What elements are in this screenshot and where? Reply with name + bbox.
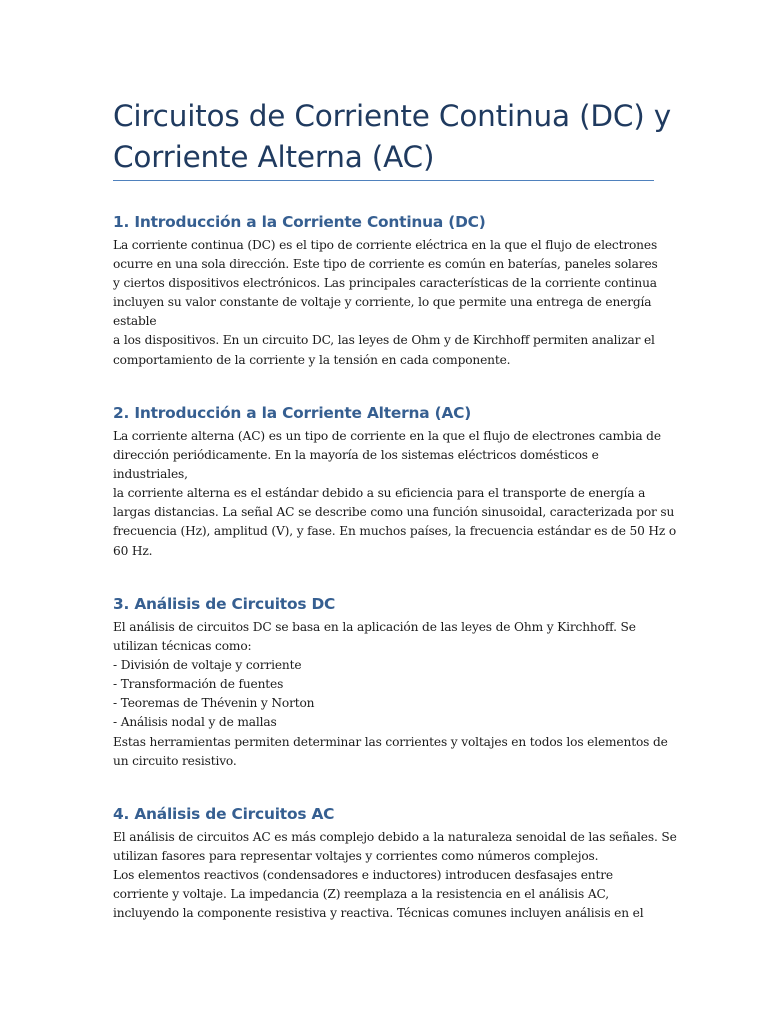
paragraph-line: industriales, xyxy=(113,467,188,482)
paragraph-line: El análisis de circuitos DC se basa en la aplicación de las leyes de Ohm y Kirchhoff. Se xyxy=(113,620,636,634)
paragraph-line: incluyen su valor constante de voltaje y corriente, lo que permite una entrega de energía xyxy=(113,295,652,310)
paragraph-line: la corriente alterna es el estándar debido a su eficiencia para el transporte de energía a xyxy=(113,486,646,501)
section-paragraph xyxy=(113,828,677,923)
section-heading: 4. Análisis de Circuitos AC xyxy=(113,805,335,823)
paragraph-line: estable xyxy=(113,314,157,329)
section-paragraph xyxy=(113,618,668,771)
paragraph-line: y ciertos dispositivos electrónicos. Las principales características de la corriente continua xyxy=(113,276,657,291)
paragraph-line: La corriente continua (DC) es el tipo de corriente eléctrica en la que el flujo de electrones xyxy=(113,238,658,252)
paragraph-line: Los elementos reactivos (condensadores e inductores) introducen desfasajes entre xyxy=(113,868,613,883)
paragraph-line: a los dispositivos. En un circuito DC, las leyes de Ohm y de Kirchhoff permiten analizar el xyxy=(113,333,655,348)
paragraph-line: frecuencia (Hz), amplitud (V), y fase. En muchos países, la frecuencia estándar es de 50 Hz o xyxy=(113,524,677,539)
list-item: - Análisis nodal y de mallas xyxy=(113,715,277,730)
paragraph-line: un circuito resistivo. xyxy=(113,753,237,768)
section-paragraph xyxy=(113,427,677,561)
paragraph-line: Estas herramientas permiten determinar las corrientes y voltajes en todos los elementos de xyxy=(113,734,668,749)
paragraph-line: incluyendo la componente resistiva y reactiva. Técnicas comunes incluyen análisis en el xyxy=(113,906,644,921)
paragraph-line: largas distancias. La señal AC se describe como una función sinusoidal, caracterizada por su xyxy=(113,505,675,520)
list-item: - División de voltaje y corriente xyxy=(113,658,302,673)
paragraph-line: La corriente alterna (AC) es un tipo de corriente en la que el flujo de electrones cambia de xyxy=(113,429,661,443)
section-dc-analysis xyxy=(113,594,668,771)
paragraph-line: utilizan fasores para representar voltajes y corrientes como números complejos. xyxy=(113,849,599,864)
document-title xyxy=(113,96,672,178)
paragraph-line: comportamiento de la corriente y la tensión en cada componente. xyxy=(113,352,511,367)
paragraph-line: ocurre en una sola dirección. Este tipo de corriente es común en baterías, paneles solares xyxy=(113,257,658,272)
section-intro-dc xyxy=(113,212,658,370)
title-block xyxy=(113,96,672,178)
section-heading: 1. Introducción a la Corriente Continua (DC) xyxy=(113,213,486,231)
section-heading: 3. Análisis de Circuitos DC xyxy=(113,595,336,613)
paragraph-line: utilizan técnicas como: xyxy=(113,639,252,654)
section-heading: 2. Introducción a la Corriente Alterna (AC) xyxy=(113,404,472,422)
title-line: Circuitos de Corriente Continua (DC) y xyxy=(113,99,672,133)
paragraph-line: corriente y voltaje. La impedancia (Z) reemplaza a la resistencia en el análisis AC, xyxy=(113,887,610,902)
paragraph-line: dirección periódicamente. En la mayoría de los sistemas eléctricos domésticos e xyxy=(113,448,599,463)
section-intro-ac xyxy=(113,403,677,561)
title-line: Corriente Alterna (AC) xyxy=(113,140,435,174)
list-item: - Teoremas de Thévenin y Norton xyxy=(113,696,315,711)
list-item: - Transformación de fuentes xyxy=(113,677,284,692)
title-underline-divider xyxy=(113,180,654,181)
paragraph-line: 60 Hz. xyxy=(113,543,153,558)
paragraph-line: El análisis de circuitos AC es más complejo debido a la naturaleza senoidal de las señales. Se xyxy=(113,830,677,844)
section-ac-analysis xyxy=(113,804,677,923)
section-paragraph xyxy=(113,236,658,370)
